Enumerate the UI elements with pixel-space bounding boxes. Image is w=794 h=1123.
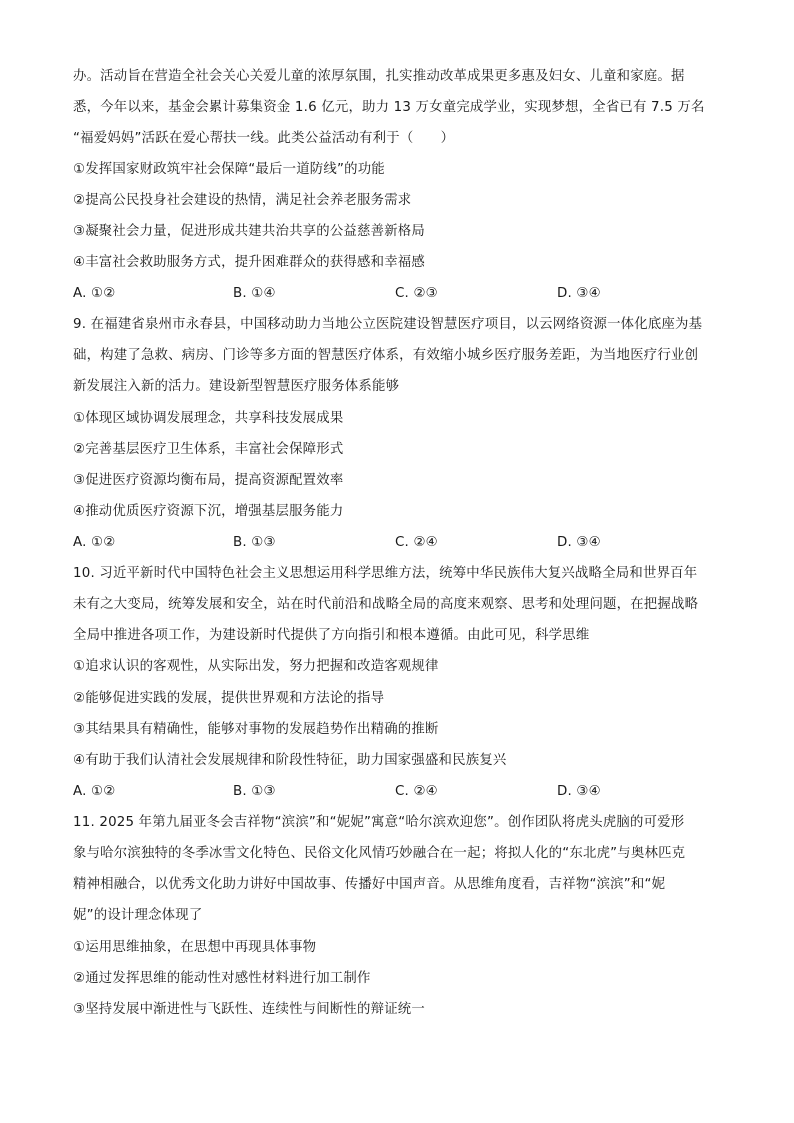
q9-statement-3: ③促进医疗资源均衡布局，提高资源配置效率 <box>73 473 344 488</box>
q11-statement-2: ②通过发挥思维的能动性对感性材料进行加工制作 <box>73 971 371 986</box>
q10-statement-2: ②能够促进实践的发展，提供世界观和方法论的指导 <box>73 691 385 706</box>
q8-statement-4: ④丰富社会救助服务方式，提升困难群众的获得感和幸福感 <box>73 255 425 270</box>
q8-statement-1: ①发挥国家财政筑牢社会保障“最后一道防线”的功能 <box>73 162 385 177</box>
q11-stem-line-4: 妮”的设计理念体现了 <box>73 908 203 923</box>
q9-option-d: D. ③④ <box>557 535 601 550</box>
q9-option-a: A. ①② <box>73 535 116 550</box>
q9-stem-line-3: 新发展注入新的活力。建设新型智慧医疗服务体系能够 <box>73 379 400 394</box>
q11-stem-line-2: 象与哈尔滨独特的冬季冰雪文化特色、民俗文化风情巧妙融合在一起；将拟人化的“东北虎”与奥林匹克 <box>73 846 686 861</box>
q10-stem-line-1: 10. 习近平新时代中国特色社会主义思想运用科学思维方法，统筹中华民族伟大复兴战略全局和世界百年 <box>73 566 698 581</box>
q10-statement-3: ③其结果具有精确性，能够对事物的发展趋势作出精确的推断 <box>73 722 439 737</box>
q10-option-b: B. ①③ <box>233 784 276 799</box>
q11-statement-3: ③坚持发展中渐进性与飞跃性、连续性与间断性的辩证统一 <box>73 1002 425 1017</box>
q11-stem-line-3: 精神相融合，以优秀文化助力讲好中国故事、传播好中国声音。从思维角度看，吉祥物“滨滨”和“妮 <box>73 877 666 892</box>
q10-option-a: A. ①② <box>73 784 116 799</box>
q9-stem-line-1: 9. 在福建省泉州市永春县，中国移动助力当地公立医院建设智慧医疗项目，以云网络资源一体化底座为基 <box>73 317 703 332</box>
q11-stem-line-1: 11. 2025 年第九届亚冬会吉祥物“滨滨”和“妮妮”寓意“哈尔滨欢迎您”。创作团队将虎头虎脑的可爱形 <box>73 815 685 830</box>
q9-statement-2: ②完善基层医疗卫生体系，丰富社会保障形式 <box>73 442 344 457</box>
q8-option-c: C. ②③ <box>395 286 438 301</box>
q9-statement-4: ④推动优质医疗资源下沉，增强基层服务能力 <box>73 504 344 519</box>
q8-stem-line-1: 办。活动旨在营造全社会关心关爱儿童的浓厚氛围，扎实推动改革成果更多惠及妇女、儿童和家庭。据 <box>73 69 685 84</box>
q10-stem-line-2: 未有之大变局，统筹发展和安全，站在时代前沿和战略全局的高度来观察、思考和处理问题，在把握战略 <box>73 597 699 612</box>
q10-stem-line-3: 全局中推进各项工作，为建设新时代提供了方向指引和根本遵循。由此可见，科学思维 <box>73 628 590 643</box>
q9-statement-1: ①体现区域协调发展理念，共享科技发展成果 <box>73 411 344 426</box>
q10-option-d: D. ③④ <box>557 784 601 799</box>
q9-stem-line-2: 础，构建了急救、病房、门诊等多方面的智慧医疗体系，有效缩小城乡医疗服务差距，为当地医疗行业创 <box>73 348 699 363</box>
q8-option-b: B. ①④ <box>233 286 276 301</box>
q9-option-c: C. ②④ <box>395 535 438 550</box>
q8-stem-line-2: 悉，今年以来，基金会累计募集资金 1.6 亿元，助力 13 万女童完成学业，实现梦想，全省已有 7.5 万名 <box>73 100 705 115</box>
q11-statement-1: ①运用思维抽象，在思想中再现具体事物 <box>73 940 317 955</box>
q8-option-d: D. ③④ <box>557 286 601 301</box>
q8-statement-3: ③凝聚社会力量，促进形成共建共治共享的公益慈善新格局 <box>73 224 425 239</box>
q10-statement-1: ①追求认识的客观性，从实际出发，努力把握和改造客观规律 <box>73 659 439 674</box>
q9-option-b: B. ①③ <box>233 535 276 550</box>
q8-stem-line-3: “福爱妈妈”活跃在爱心帮扶一线。此类公益活动有利于（ ） <box>73 131 455 146</box>
q10-statement-4: ④有助于我们认清社会发展规律和阶段性特征，助力国家强盛和民族复兴 <box>73 753 507 768</box>
q8-option-a: A. ①② <box>73 286 116 301</box>
q8-statement-2: ②提高公民投身社会建设的热情，满足社会养老服务需求 <box>73 193 412 208</box>
q10-option-c: C. ②④ <box>395 784 438 799</box>
